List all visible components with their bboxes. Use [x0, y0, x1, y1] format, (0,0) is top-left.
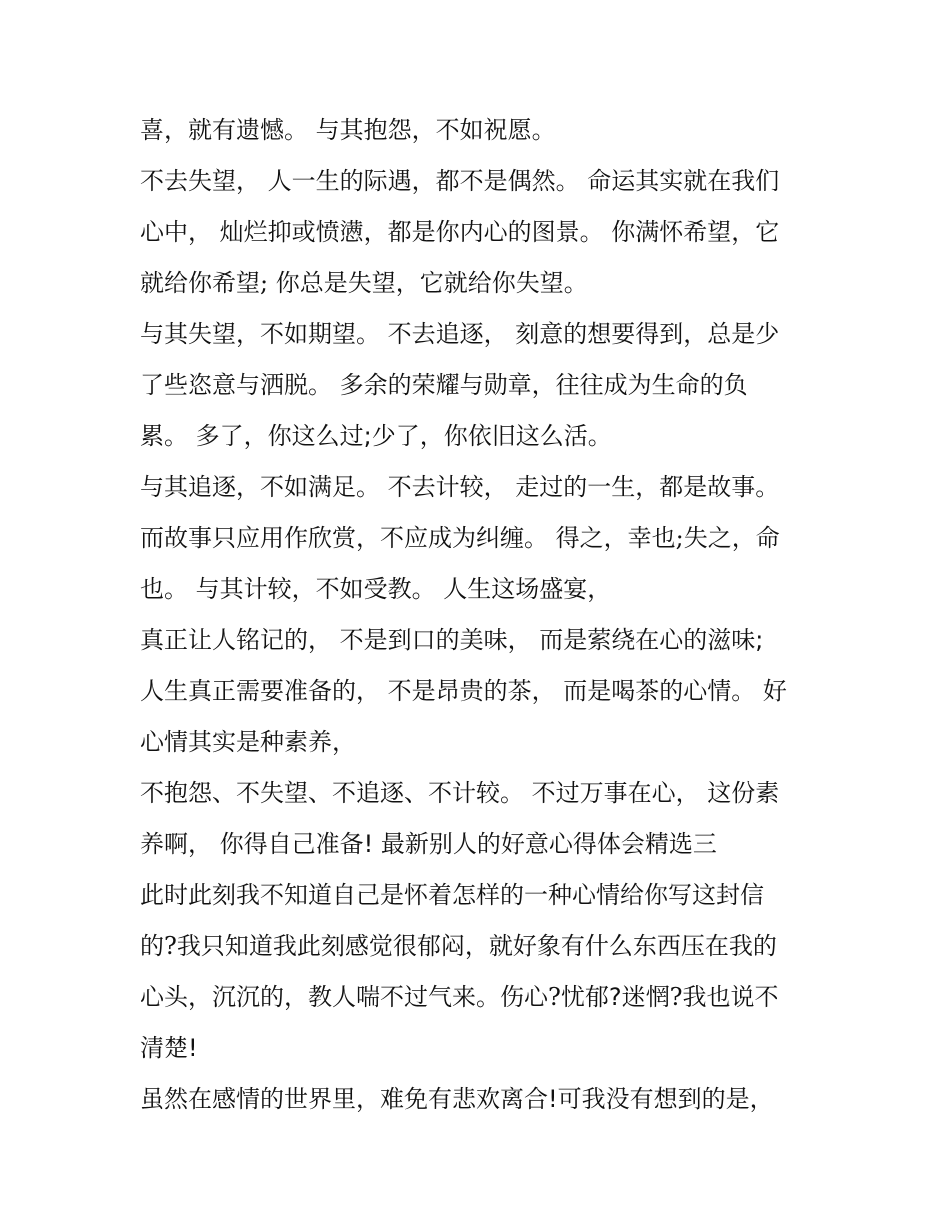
text-run: 的?我只知道我此刻感觉很郁闷，就好象有什么东西压在我的 — [140, 932, 777, 960]
text-line — [140, 1031, 820, 1065]
text-run: 与其追逐，不如满足。 不去计较， 走过的一生，都是故事。 — [140, 473, 780, 501]
text-run: 最新别人的好意心得体会精选三 — [373, 830, 717, 858]
text-line — [140, 572, 820, 606]
text-run: 养啊， 你得自己准备! — [140, 830, 374, 858]
text-line — [140, 929, 820, 963]
text-run: 不去失望， 人一生的际遇，都不是偶然。 命运其实就在我们 — [140, 167, 780, 195]
text-run: 真正让人铭记的， 不是到口的美味， 而是萦绕在心的滋味; — [140, 626, 764, 654]
text-run: 而故事只应用作欣赏，不应成为纠缠。 得之，幸也; — [140, 524, 684, 552]
text-run: 心中， 灿烂抑或愤懑，都是你内心的图景。 你满怀希望，它 — [140, 218, 780, 246]
text-run: 清楚! — [140, 1034, 198, 1062]
text-line — [140, 980, 820, 1014]
text-line — [140, 419, 820, 453]
text-line — [140, 1082, 820, 1116]
text-run: 虽然在感情的世界里，难免有悲欢离合!可我没有想到的是， — [140, 1085, 774, 1113]
text-line — [140, 113, 820, 147]
text-run: 就给你希望; — [140, 269, 269, 297]
text-run: 失之，命 — [683, 524, 780, 552]
text-run: 也。 与其计较，不如受教。 人生这场盛宴， — [140, 575, 612, 603]
text-line — [140, 470, 820, 504]
text-line — [140, 623, 820, 657]
text-line — [140, 317, 820, 351]
text-run: ?我也说不 — [669, 983, 779, 1011]
text-line — [140, 674, 820, 708]
text-run: 累。 多了，你这么过;少了，你依旧这么活。 — [140, 422, 612, 450]
text-line — [140, 878, 820, 912]
text-run: 人生真正需要准备的， 不是昂贵的茶， 而是喝茶的心情。 好 — [140, 677, 787, 705]
text-line — [140, 827, 820, 861]
text-line — [140, 776, 820, 810]
text-line — [140, 266, 820, 300]
text-run: 心头，沉沉的，教人喘不过气来。伤心? — [140, 983, 561, 1011]
text-run: 不抱怨、不失望、不追逐、不计较。 不过万事在心， 这份素 — [140, 779, 780, 807]
text-run: 了些恣意与洒脱。 多余的荣耀与勋章，往往成为生命的负 — [140, 371, 748, 399]
text-run: 此时此刻我不知道自己是怀着怎样的一种心情给你写这封信 — [140, 881, 764, 909]
text-run: 忧郁?迷惘 — [560, 983, 670, 1011]
text-line — [140, 164, 820, 198]
text-run: 心情其实是种素养， — [140, 728, 356, 756]
text-run: 喜，就有遗憾。 与其抱怨，不如祝愿。 — [140, 116, 556, 144]
text-line — [140, 368, 820, 402]
text-run: 与其失望，不如期望。 不去追逐， 刻意的想要得到，总是少 — [140, 320, 780, 348]
text-line — [140, 521, 820, 555]
text-line — [140, 725, 820, 759]
text-run: 你总是失望，它就给你失望。 — [268, 269, 588, 297]
text-line — [140, 215, 820, 249]
